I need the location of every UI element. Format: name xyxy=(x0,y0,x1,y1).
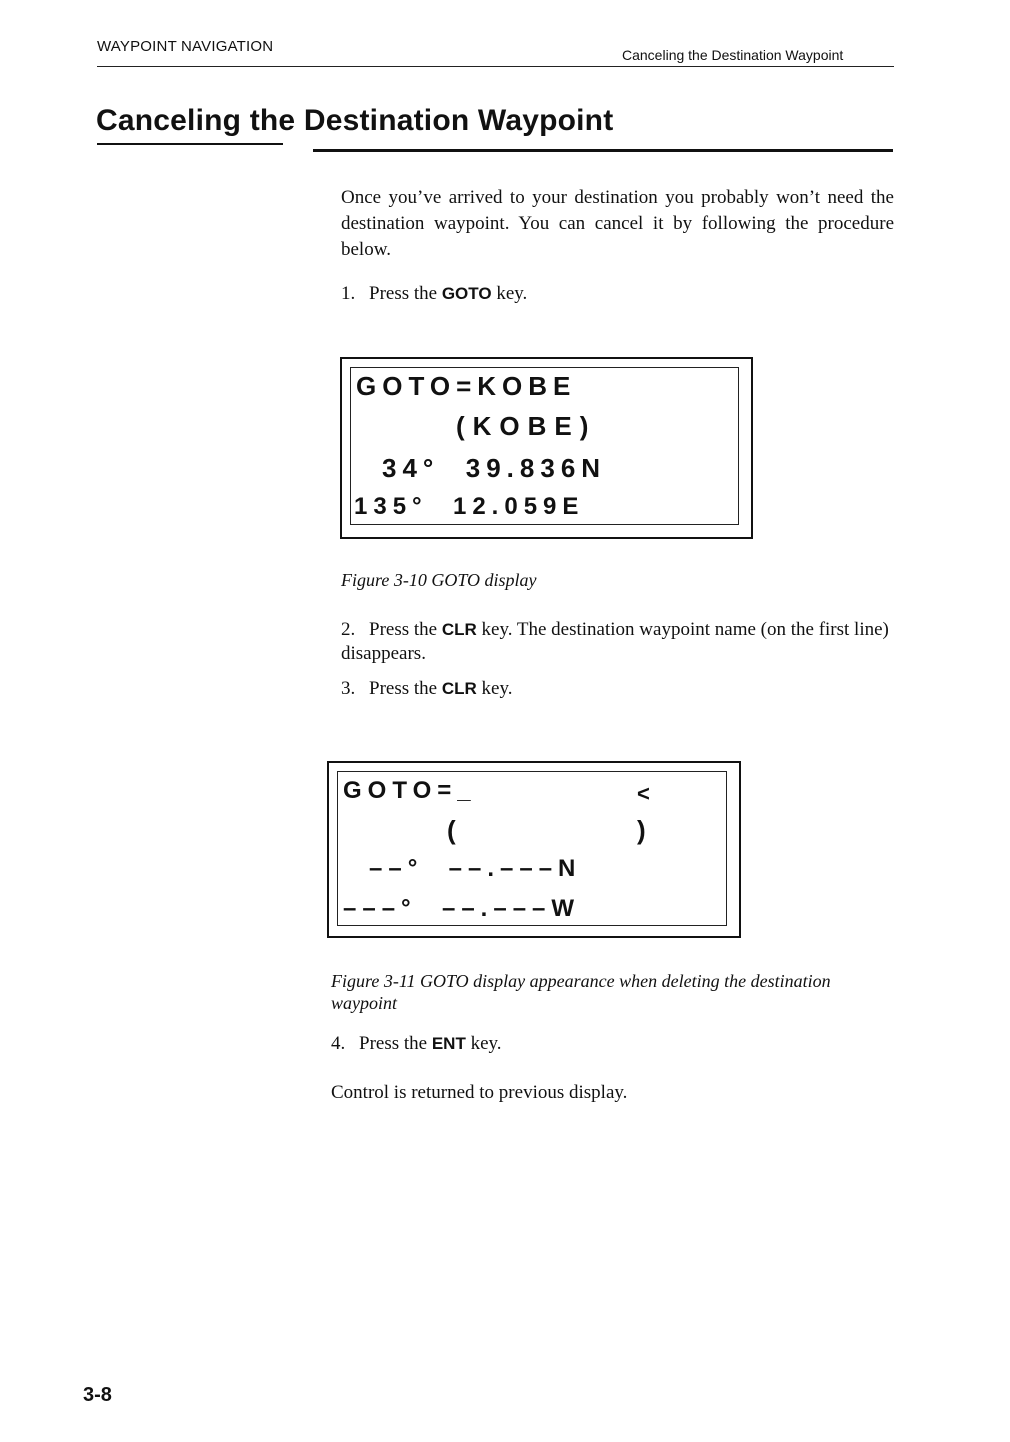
lcd-line-1: GOTO=KOBE xyxy=(356,371,577,401)
page-number: 3-8 xyxy=(83,1384,112,1406)
step-number: 3. xyxy=(341,678,356,699)
title-underline-long xyxy=(313,149,893,152)
lcd-cursor-marker: < xyxy=(637,781,650,806)
step-4 xyxy=(331,1032,502,1056)
lcd-line-4: 135° 12.059E xyxy=(354,493,585,520)
step-number: 2. xyxy=(341,619,356,640)
step-number: 4. xyxy=(331,1033,346,1054)
step-number: 1. xyxy=(341,283,356,304)
key-name-clr: CLR xyxy=(441,620,477,639)
goto-delete-display-figure xyxy=(327,761,741,938)
step-text-pre: Press the xyxy=(369,619,438,640)
step-text-post: key. xyxy=(496,283,528,304)
intro-paragraph: Once you’ve arrived to your destination you probably won’t need the destination waypoint. You can cancel it by following the procedure below. xyxy=(341,187,894,260)
figure-caption-2: Figure 3-11 GOTO display appearance when deleting the destination waypoint xyxy=(331,971,831,1013)
key-name-ent: ENT xyxy=(431,1034,466,1053)
figure-caption-1: Figure 3-10 GOTO display xyxy=(341,570,537,590)
step-2 xyxy=(341,618,894,666)
lcd-line-4: –––° ––.–––W xyxy=(343,895,581,922)
key-name-clr: CLR xyxy=(441,679,477,698)
key-name-goto: GOTO xyxy=(441,284,492,303)
step-text-post: key. xyxy=(470,1033,502,1054)
step-text-post: key. The destination waypoint name (on the first line) disappears. xyxy=(341,619,889,664)
page-title: Canceling the Destination Waypoint xyxy=(96,104,614,137)
step-text-pre: Press the xyxy=(369,678,438,699)
step-text-pre: Press the xyxy=(359,1033,428,1054)
goto-display-figure xyxy=(340,357,753,539)
lcd-line-3: 34° 39.836N xyxy=(382,453,607,483)
running-header-section: WAYPOINT NAVIGATION xyxy=(97,38,274,55)
step-text-post: key. xyxy=(481,678,513,699)
lcd-paren-close: ) xyxy=(637,815,646,845)
lcd-line-1: GOTO=_ xyxy=(343,777,477,804)
closing-text: Control is returned to previous display. xyxy=(331,1082,628,1103)
step-1 xyxy=(341,282,527,306)
lcd-line-2: (KOBE) xyxy=(456,411,597,441)
running-header-topic: Canceling the Destination Waypoint xyxy=(622,47,844,63)
header-rule xyxy=(97,66,894,67)
lcd-paren-open: ( xyxy=(447,815,456,845)
title-underline-short xyxy=(97,143,283,145)
lcd-line-3: ––° ––.–––N xyxy=(369,855,582,882)
step-3 xyxy=(341,677,512,701)
step-text-pre: Press the xyxy=(369,283,438,304)
